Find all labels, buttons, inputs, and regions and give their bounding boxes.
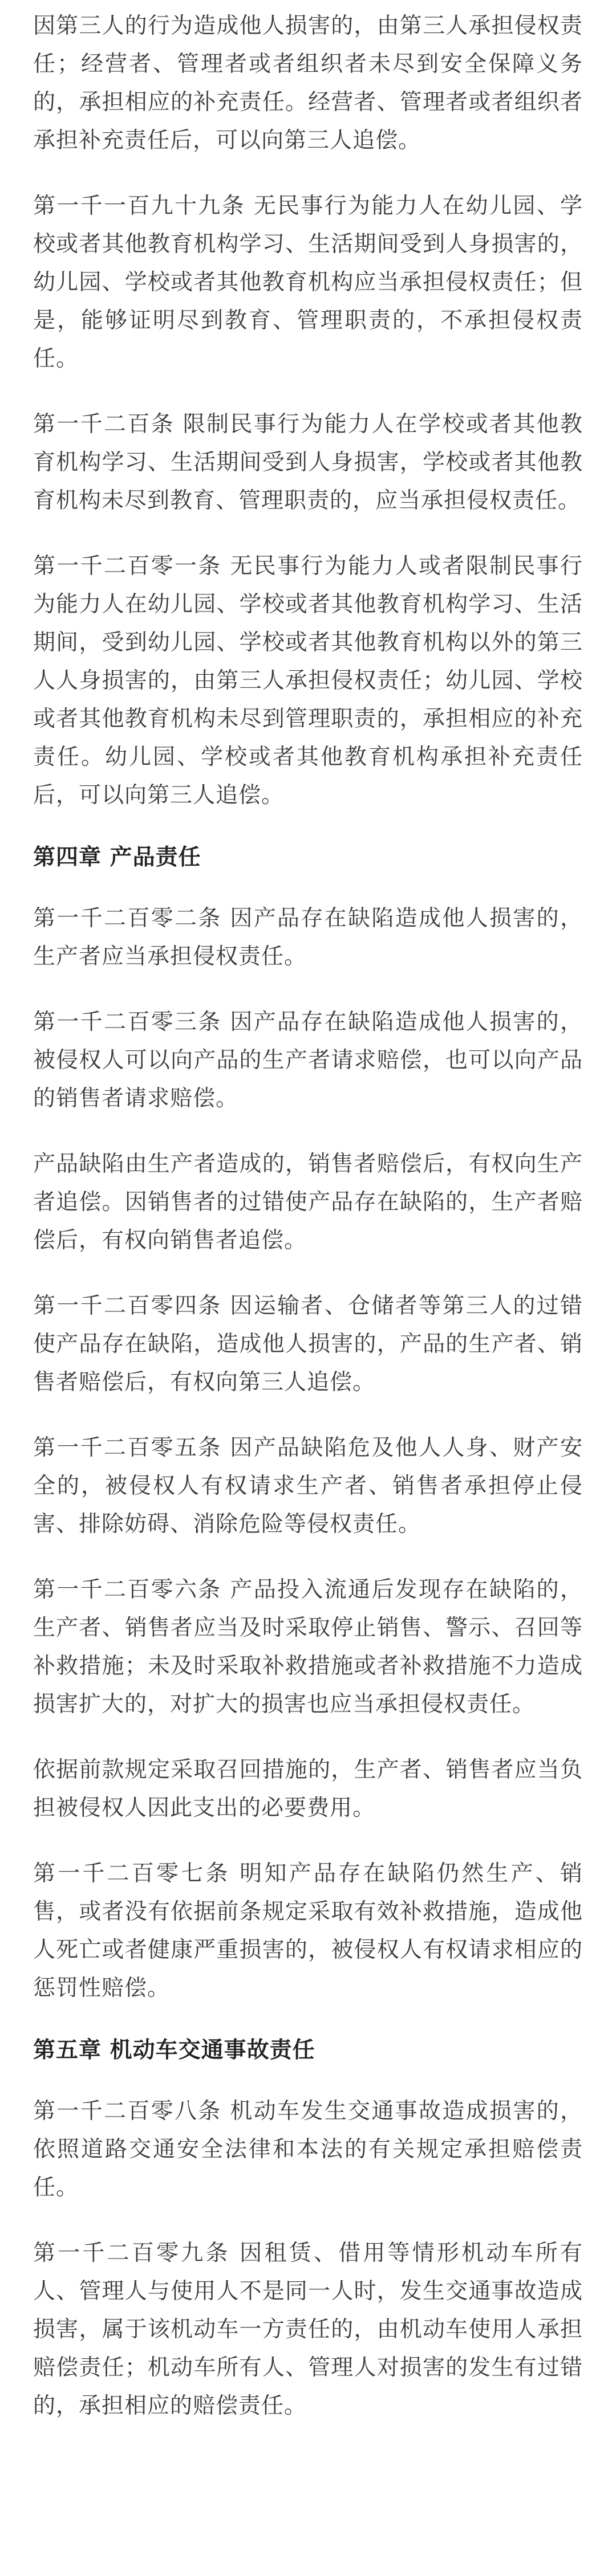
paragraph-article-1201: 第一千二百零一条 无民事行为能力人或者限制民事行为能力人在幼儿园、学校或者其他教育机构学习、生活期间，受到幼儿园、学校或者其他教育机构以外的第三人人身损害的，由第三人承担侵权责任；幼儿园、学校或者其他教育机构未尽到管理职责的，承担相应的补充责任。幼儿园、学校或者其他教育机构承担补充责任后，可以向第三人追偿。 <box>33 553 583 808</box>
paragraph-article-1204: 第一千二百零四条 因运输者、仓储者等第三人的过错使产品存在缺陷，造成他人损害的，产品的生产者、销售者赔偿后，有权向第三人追偿。 <box>33 1293 583 1395</box>
paragraph-article-1206: 第一千二百零六条 产品投入流通后发现存在缺陷的，生产者、销售者应当及时采取停止销售、警示、召回等补救措施；未及时采取补救措施或者补救措施不力造成损害扩大的，对扩大的损害也应当承担侵权责任。 <box>33 1577 583 1717</box>
paragraph-article-1202: 第一千二百零二条 因产品存在缺陷造成他人损害的，生产者应当承担侵权责任。 <box>33 906 583 969</box>
paragraph-article-1203: 第一千二百零三条 因产品存在缺陷造成他人损害的，被侵权人可以向产品的生产者请求赔偿，也可以向产品的销售者请求赔偿。 <box>33 1009 583 1111</box>
paragraph-article-1203-clause-2: 产品缺陷由生产者造成的，销售者赔偿后，有权向生产者追偿。因销售者的过错使产品存在缺陷的，生产者赔偿后，有权向销售者追偿。 <box>33 1151 583 1253</box>
paragraph-article-1205: 第一千二百零五条 因产品缺陷危及他人人身、财产安全的，被侵权人有权请求生产者、销售者承担停止侵害、排除妨碍、消除危险等侵权责任。 <box>33 1435 583 1537</box>
paragraph-article-1207: 第一千二百零七条 明知产品存在缺陷仍然生产、销售，或者没有依据前条规定采取有效补救措施，造成他人死亡或者健康严重损害的，被侵权人有权请求相应的惩罚性赔偿。 <box>33 1861 583 2001</box>
paragraph-article-1209: 第一千二百零九条 因租赁、借用等情形机动车所有人、管理人与使用人不是同一人时，发生交通事故造成损害，属于该机动车一方责任的，由机动车使用人承担赔偿责任；机动车所有人、管理人对损害的发生有过错的，承担相应的赔偿责任。 <box>33 2240 583 2419</box>
paragraph-article-1199: 第一千一百九十九条 无民事行为能力人在幼儿园、学校或者其他教育机构学习、生活期间受到人身损害的，幼儿园、学校或者其他教育机构应当承担侵权责任；但是，能够证明尽到教育、管理职责的，不承担侵权责任。 <box>33 193 583 372</box>
chapter-heading-5: 第五章 机动车交通事故责任 <box>33 2037 315 2063</box>
paragraph-article-1208: 第一千二百零八条 机动车发生交通事故造成损害的，依照道路交通安全法律和本法的有关规定承担赔偿责任。 <box>33 2098 583 2200</box>
paragraph-1196-continued: 因第三人的行为造成他人损害的，由第三人承担侵权责任；经营者、管理者或者组织者未尽到安全保障义务的，承担相应的补充责任。经营者、管理者或者组织者承担补充责任后，可以向第三人追偿。 <box>33 13 583 153</box>
chapter-heading-4: 第四章 产品责任 <box>33 845 201 870</box>
paragraph-article-1200: 第一千二百条 限制民事行为能力人在学校或者其他教育机构学习、生活期间受到人身损害，学校或者其他教育机构未尽到教育、管理职责的，应当承担侵权责任。 <box>33 411 583 513</box>
paragraph-article-1206-clause-2: 依据前款规定采取召回措施的，生产者、销售者应当负担被侵权人因此支出的必要费用。 <box>33 1757 583 1821</box>
